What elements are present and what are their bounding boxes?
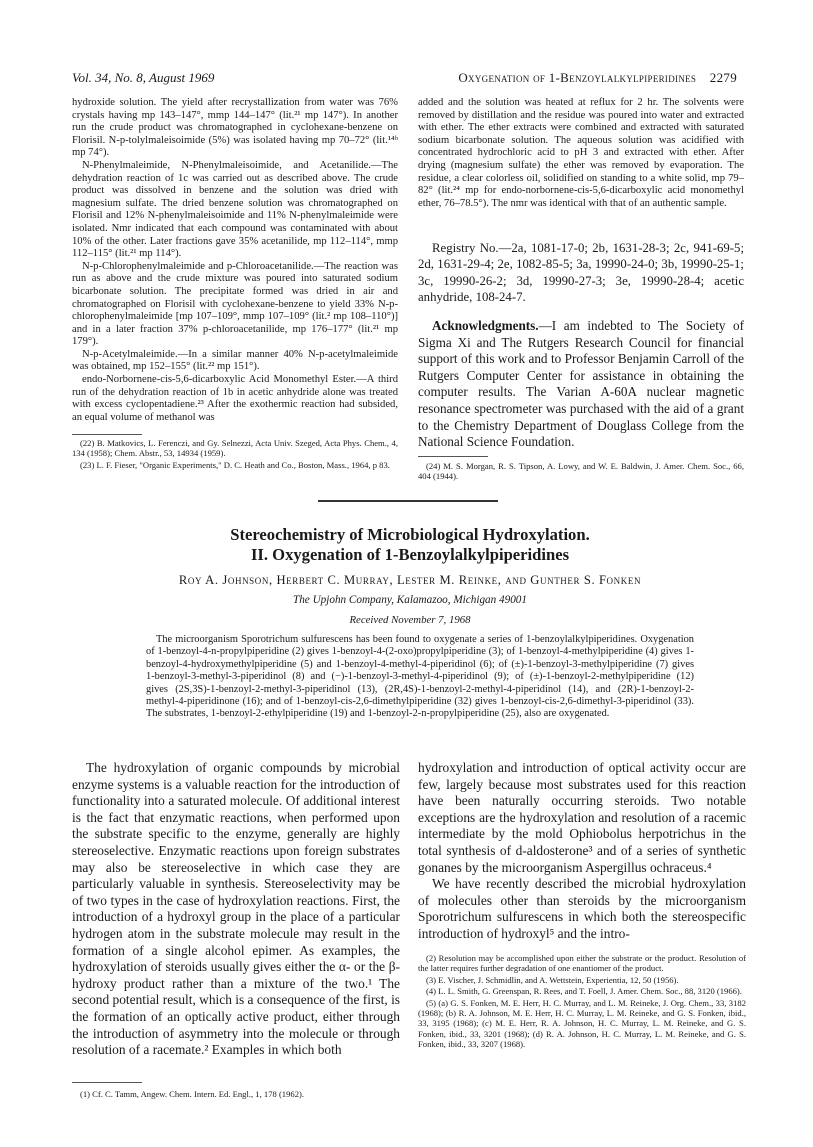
prev-paragraph-3: N-p-Chlorophenylmaleimide and p-Chloroacetanilide.—The reaction was run as above and the crude mixture was poured into saturated sodium bicarbonate solution. The precipitate formed was dried in air and chromatographed on Florisil with cyclohexane-benzene to yield 33% N-p-chlorophenylmaleimide [mp 107–109°, mmp 107–109° (lit.² mp 108–110°)] and in a later fraction 37% p-chloroacetanilide, mp 176–177° (lit.²¹ mp 179°). bbox=[72, 260, 398, 348]
article-separator-rule bbox=[318, 500, 498, 502]
prev-article-left-column bbox=[72, 97, 398, 424]
article-title-line-1: Stereochemistry of Microbiological Hydroxylation. bbox=[230, 525, 590, 544]
prev-right-paragraph: added and the solution was heated at reflux for 2 hr. The solvents were removed by distillation and the residue was poured into water and extracted with ether. The ether extracts were combined and extracted with saturated sodium bicarbonate solution. The aqueous solution was acidified with concentrated hydrochloric acid to pH 3 and extracted with ether. After drying (magnesium sulfate) the ether was removed by evaporation. The residue, a clear colorless oil, solidified on standing to a white solid, mp 79–82° (lit.²⁴ mp for endo-norbornene-cis-5,6-dicarboxylic acid monomethyl ether, 76–78.5°). The nmr was identical with that of an authentic sample. bbox=[418, 97, 744, 209]
body-left-column bbox=[72, 760, 400, 1059]
body-footnotes-left bbox=[72, 1089, 400, 1100]
prev-paragraph-1: hydroxide solution. The yield after recrystallization from water was 76% crystals having mp 143–147°, mmp 144–147° (lit.²¹ mp 147°). In another run the crude product was chromatographed in cyclohexane-benzene on Florisil. N-p-tolylmaleisoimide (5%) was isolated having mp 70–72° (lit.¹⁴ᵇ mp 74°). bbox=[72, 97, 398, 159]
received-date: Received November 7, 1968 bbox=[349, 614, 471, 626]
intro-paragraph: The hydroxylation of organic compounds by microbial enzyme systems is a valuable reaction for the introduction of functionality into a saturated molecule. Of additional interest is the fact that enzymatic reactions, when performed upon the substrate specific to the enzyme, generally are highly stereoselective. Enzymatic reactions upon foreign substrates may also be stereoselective in which case they are particularly valuable in synthesis. Stereoselectivity may be of two types in the case of hydroxylation reactions. First, the introduction of a hydroxyl group in the place of a particular hydrogen atom in the substrate molecule may result in the formation of a single alcohol epimer. As examples, the hydroxylation of steroids usually gives either the α- or the β-hydroxy product rather than a mixture of the two.¹ The second potential result, which is a consequence of the first, is the formation of an optically active product, either through the introduction of asymmetry into the molecule or through resolution of a racemate.² Examples in which both bbox=[72, 760, 400, 1058]
footnote-24: (24) M. S. Morgan, R. S. Tipson, A. Lowy, and W. E. Baldwin, J. Amer. Chem. Soc., 66, 404 (1944). bbox=[418, 461, 744, 482]
abstract: The microorganism Sporotrichum sulfurescens has been found to oxygenate a series of 1-benzoylalkylpiperidines. Oxygenation of 1-benzoyl-4-n-propylpiperidine (2) gives 1-benzoyl-4-(2-oxo)propylpiperidine (3); of 1-benzoyl-4-methylpiperidine (4) gives 1-benzoyl-4-hydroxymethylpiperidine (5) and 1-benzoyl-4-methyl-4-piperidinol (6); of (±)-1-benzoyl-3-methylpiperidine (7) gives 1-benzoyl-3-methyl-3-piperidinol (8) and (−)-1-benzoyl-3-methyl-4-piperidinol (9); of (±)-1-benzoyl-2-methylpiperidine (12) gives (2S,3S)-1-benzoyl-2-methyl-3-piperidinol (13), (2R,4S)-1-benzoyl-2-methyl-4-piperidinol (14), and (2R)-1-benzoyl-2-methyl-4-piperidinone (16); and of 1-benzoyl-cis-2,6-dimethylpiperidine (32) gives 1-benzoyl-cis-2,6-dimethyl-3-piperidinol (33). The substrates, 1-benzoyl-2-ethylpiperidine (19) and 1-benzoyl-2-n-propylpiperidine (25), also are oxygenated. bbox=[146, 634, 694, 720]
ack-heading: Acknowledgments. bbox=[432, 318, 539, 333]
registry-text: Registry No.—2a, 1081-17-0; 2b, 1631-28-3; 2c, 941-69-5; 2d, 1631-29-4; 2e, 1082-85-5; 3a, 19990-24-0; 3b, 19990-25-1; 3c, 19990-26-2; 3d, 19990-27-3; 3e, 19990-28-4; acetic anhydride, 108-24-7. bbox=[418, 241, 744, 305]
footnote-22: (22) B. Matkovics, L. Ferenczi, and Gy. Selnezzi, Acta Univ. Szeged, Acta Phys. Chem., 4, 134 (1958); Chem. Abstr., 53, 14934 (1959). bbox=[72, 438, 398, 459]
footnote-4: (4) L. L. Smith, G. Greenspan, R. Rees, and T. Foell, J. Amer. Chem. Soc., 88, 3120 (1966). bbox=[426, 986, 742, 997]
prev-paragraph-5: endo-Norbornene-cis-5,6-dicarboxylic Acid Monomethyl Ester.—A third run of the dehydration reaction of 1b in acetic anhydride alone was treated with excess cyclopentadiene.²³ After the exothermic reaction had subsided, an equal volume of methanol was bbox=[72, 374, 398, 423]
footnote-2: (2) Resolution may be accomplished upon either the substrate or the product. Resolution of the latter requires further degradation of one enantiomer of the product. bbox=[418, 953, 746, 974]
article-affiliation: The Upjohn Company, Kalamazoo, Michigan 49001 bbox=[292, 594, 527, 606]
prev-footnotes-right bbox=[418, 461, 744, 483]
body-footnotes-right bbox=[418, 953, 746, 1051]
footnote-1: (1) Cf. C. Tamm, Angew. Chem. Intern. Ed. Engl., 1, 178 (1962). bbox=[80, 1089, 304, 1099]
body-right-paragraph-1: hydroxylation and introduction of optical activity occur are few, largely because most substrates used for this reaction have been naturally occurring steroids. Two notable exceptions are the hydroxylation and resolution of a racemic intermediate by the mold Ophiobolus herpotrichus in the total synthesis of d-aldosterone³ and of a series of synthetic gonanes by the microorganism Aspergillus ochraceus.⁴ bbox=[418, 760, 746, 875]
prev-footnotes-left bbox=[72, 438, 398, 471]
footnote-5: (5) (a) G. S. Fonken, M. E. Herr, H. C. Murray, and L. M. Reineke, J. Org. Chem., 33, 3182 (1968); (b) R. A. Johnson, M. E. Herr, H. C. Murray, L. M. Reineke, and G. S. Fonken, ibid., 33, 3195 (1968); (c) M. E. Herr, R. A. Johnson, H. C. Murray, L. M. Reineke, and G. S. Fonken, ibid., 33, 3201 (1968); (d) R. A. Johnson, H. C. Murray, L. M. Reineke, and G. S. Fonken, ibid., 33, 3207 (1968). bbox=[418, 997, 746, 1050]
article-authors: Roy A. Johnson, Herbert C. Murray, Lester M. Reinke, and Gunther S. Fonken bbox=[178, 573, 642, 587]
footnote-23: (23) L. F. Fieser, "Organic Experiments," D. C. Heath and Co., Boston, Mass., 1964, p 83. bbox=[80, 459, 390, 470]
registry-numbers bbox=[418, 240, 744, 306]
footnote-rule-right bbox=[418, 456, 488, 457]
running-header bbox=[458, 70, 737, 86]
footnote-rule-body-left bbox=[72, 1082, 142, 1083]
journal-volume-header: Vol. 34, No. 8, August 1969 bbox=[72, 70, 215, 85]
page-number: 2279 bbox=[709, 70, 737, 85]
ack-text: —I am indebted to The Society of Sigma Xi and The Rutgers Research Council for financial support of this work and to Professor Benjamin Carroll of the Rutgers Computer Center for assistance in obtaining the computer results. The Varian A-60A nuclear magnetic resonance spectrometer was purchased with the aid of a grant to the Chemistry Department of Douglass College from the National Science Foundation. bbox=[418, 318, 744, 450]
article-title-line-2: II. Oxygenation of 1-Benzoylalkylpiperidines bbox=[250, 545, 570, 564]
prev-article-right-column bbox=[418, 97, 744, 210]
prev-paragraph-2: N-Phenylmaleimide, N-Phenylmaleisoimide, and Acetanilide.—The dehydration reaction of 1c was carried out as described above. The crude product was dissolved in benzene and the solution was dried with magnesium sulfate. The dried benzene solution was chromatographed on Florisil and 12% N-phenylmaleisoimide and 11% N-phenylmaleimide were isolated. Nmr indicated that each compound was contaminated with about 10% of the other. Later fractions gave 35% acetanilide, mp 112–114°, mmp 112–115° (lit.²¹ mp 114°). bbox=[72, 159, 398, 260]
running-title: Oxygenation of 1-Benzoylalkylpiperidines bbox=[458, 70, 697, 85]
prev-paragraph-4: N-p-Acetylmaleimide.—In a similar manner 40% N-p-acetylmaleimide was obtained, mp 152–155° (lit.²² mp 151°). bbox=[72, 348, 398, 373]
footnote-rule-left bbox=[72, 434, 142, 435]
acknowledgments bbox=[418, 318, 744, 451]
footnote-3: (3) E. Vischer, J. Schmidlin, and A. Wettstein, Experientia, 12, 50 (1956). bbox=[426, 974, 679, 985]
body-right-paragraph-2: We have recently described the microbial hydroxylation of molecules other than steroids by the microorganism Sporotrichum sulfurescens in which both the stereospecific introduction of hydroxyl⁵ and the intro- bbox=[418, 876, 746, 941]
body-right-column bbox=[418, 760, 746, 943]
